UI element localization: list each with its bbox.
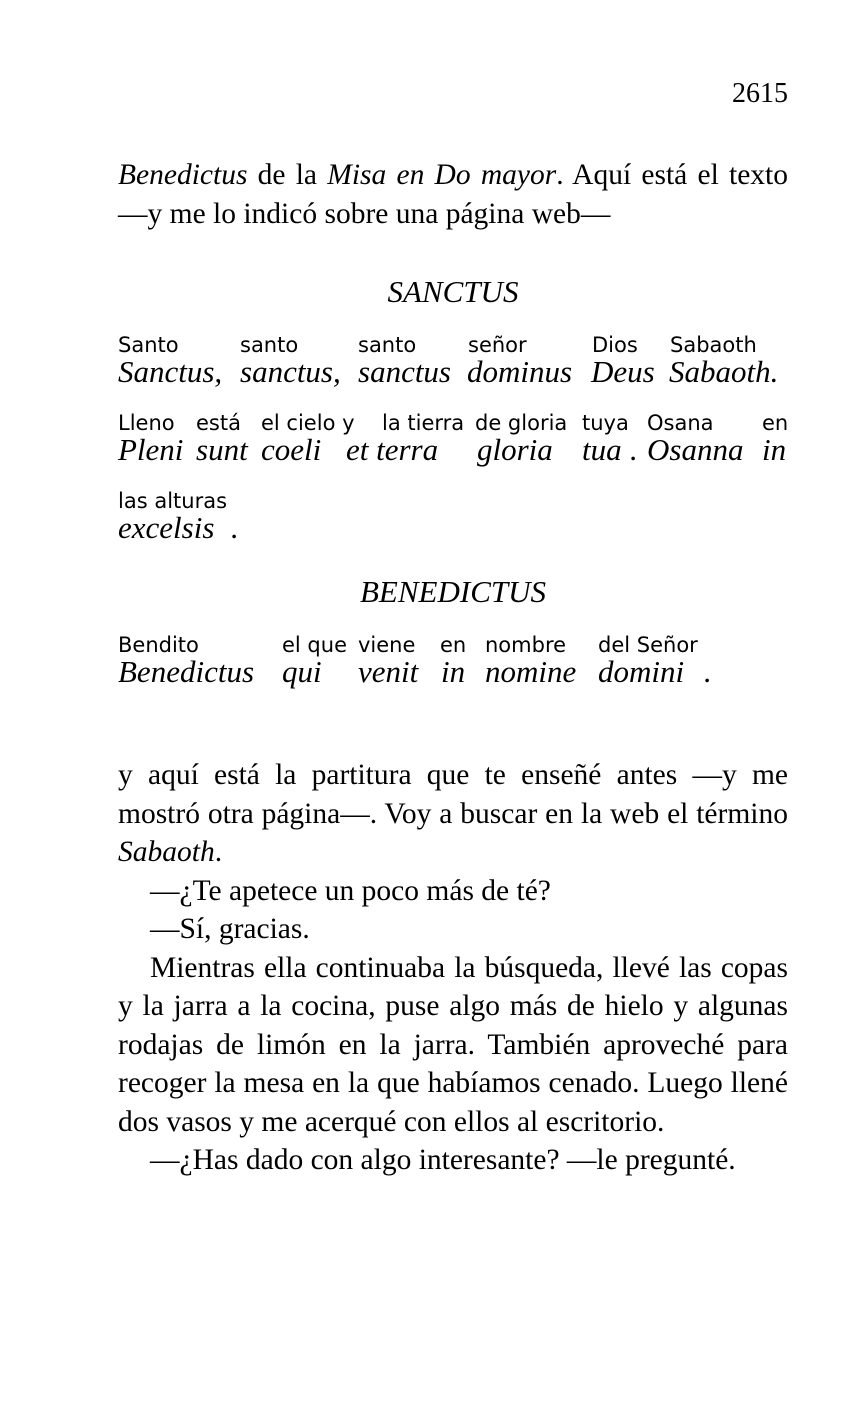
- intro-title-misa: Misa en Do mayor: [327, 159, 557, 191]
- gloss-word: está: [196, 411, 241, 435]
- latin-word: Sanctus,: [118, 354, 223, 389]
- latin-word: gloria: [477, 432, 553, 467]
- sanctus-heading: SANCTUS: [387, 274, 519, 309]
- page-number: 2615: [732, 78, 788, 109]
- gloss-word: la tierra: [382, 411, 465, 435]
- latin-word: domini: [598, 654, 685, 689]
- gloss-word: Sabaoth: [670, 333, 757, 357]
- latin-word: Osanna: [647, 432, 744, 467]
- paragraph-text: .: [214, 836, 223, 868]
- latin-word: sanctus,: [240, 354, 341, 389]
- gloss-word: viene: [358, 633, 416, 657]
- latin-word: Benedictus: [118, 654, 255, 689]
- latin-word: Pleni: [118, 432, 184, 467]
- latin-word: et terra: [346, 432, 439, 467]
- intro-title-benedictus: Benedictus: [118, 159, 248, 191]
- gloss-word: Lleno: [118, 411, 175, 435]
- latin-word: .: [231, 510, 239, 545]
- gloss-word: en: [762, 411, 789, 435]
- gloss-word: el que: [282, 633, 347, 657]
- dialogue-line: —¿Te apetece un poco más de té?: [150, 874, 551, 907]
- paragraph-text: y aquí está la partitura que te enseñé antes —y me mostró otra página—. Voy a buscar en la web el término: [118, 759, 788, 830]
- paragraph: [118, 756, 788, 872]
- latin-word: in: [441, 654, 466, 689]
- latin-word: excelsis: [118, 510, 215, 545]
- gloss-word: de gloria: [475, 411, 568, 435]
- intro-paragraph: [118, 156, 788, 233]
- body-text: [118, 756, 788, 1180]
- gloss-word: Santo: [118, 333, 179, 357]
- gloss-word: santo: [240, 333, 299, 357]
- gloss-word: señor: [468, 333, 527, 357]
- latin-word: coeli: [261, 432, 322, 467]
- paragraph-emphasis: Sabaoth: [118, 836, 215, 868]
- latin-word: qui: [282, 654, 322, 689]
- dialogue-line: —¿Has dado con algo interesante? —le pregunté.: [150, 1144, 736, 1176]
- gloss-word: santo: [358, 333, 417, 357]
- gloss-word: nombre: [485, 633, 567, 657]
- latin-word: dominus: [467, 354, 573, 389]
- gloss-word: tuya: [582, 411, 629, 435]
- gloss-word: las alturas: [118, 489, 228, 513]
- gloss-word: del Señor: [598, 633, 698, 657]
- paragraph: Mientras ella continuaba la búsqueda, llevé las copas y la jarra a la cocina, puse algo más de hielo y algunas rodajas de limón en la jarra. También aproveché para recoger la mesa en la que habíamos cenado. Luego llené dos vasos y me acerqué con ellos al escritorio.: [118, 951, 788, 1138]
- benedictus-heading: BENEDICTUS: [360, 574, 546, 609]
- gloss-word: Osana: [647, 411, 714, 435]
- dialogue-line: —Sí, gracias.: [150, 913, 310, 945]
- latin-word: .: [704, 654, 712, 689]
- gloss-word: Bendito: [118, 633, 199, 657]
- latin-word: nomine: [485, 654, 577, 689]
- latin-word: sanctus: [358, 354, 451, 389]
- latin-word: .: [630, 432, 638, 467]
- latin-word: Deus: [591, 354, 655, 389]
- latin-word: Sabaoth.: [669, 354, 779, 389]
- gloss-word: Dios: [592, 333, 638, 357]
- gloss-word: el cielo y: [261, 411, 355, 435]
- latin-word: sunt: [196, 432, 248, 467]
- latin-word: in: [762, 432, 787, 467]
- gloss-word: en: [440, 633, 467, 657]
- latin-word: tua: [582, 432, 622, 467]
- intro-text-2: . Aquí está el texto —y me lo indicó sobre una página web—: [118, 159, 788, 230]
- latin-word: venit: [358, 654, 419, 689]
- intro-text-1: de la: [247, 159, 328, 191]
